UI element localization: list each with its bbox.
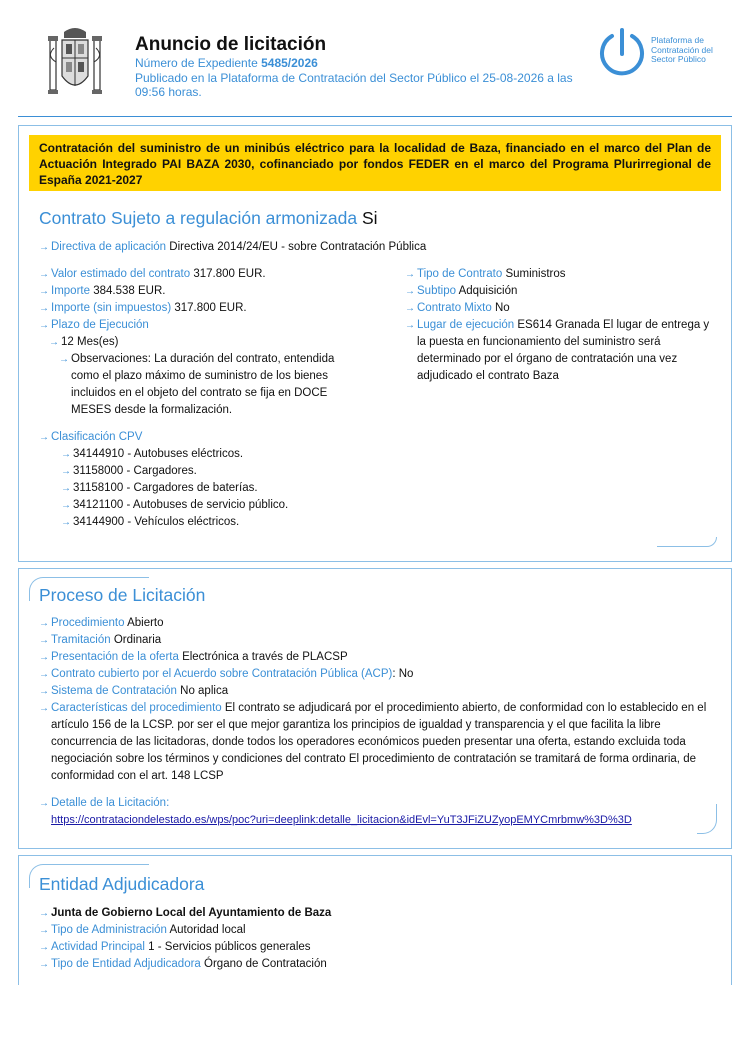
observaciones-row	[59, 351, 349, 419]
arrow-icon: →	[405, 286, 415, 297]
arrow-icon: →	[405, 269, 415, 280]
cpv-row	[39, 429, 142, 446]
platform-logo-icon	[598, 28, 646, 80]
valor-value: 317.800 EUR.	[193, 268, 266, 280]
plazo-label: Plazo de Ejecución	[51, 319, 149, 331]
cpv-item-text: 31158100 - Cargadores de baterías.	[73, 482, 258, 494]
platform-logo-text: Plataforma de Contratación del Sector Público	[651, 35, 713, 64]
cpv-item	[61, 446, 243, 463]
entidad-title: Entidad Adjudicadora	[39, 874, 205, 894]
valor-row	[39, 266, 266, 283]
tipo-contrato-row	[405, 266, 566, 283]
presentacion-row	[39, 649, 348, 666]
arrow-icon: →	[61, 483, 71, 494]
acp-label: Contrato cubierto por el Acuerdo sobre Contratación Pública (ACP)	[51, 668, 393, 680]
arrow-icon: →	[61, 466, 71, 477]
cpv-item	[61, 480, 258, 497]
acp-value: : No	[392, 668, 414, 680]
importe-row	[39, 283, 165, 300]
plazo-value-row	[49, 334, 119, 351]
sistema-row	[39, 683, 228, 700]
directiva-row	[39, 239, 426, 256]
subtipo-label: Subtipo	[417, 285, 457, 297]
detalle-link-row	[51, 812, 632, 829]
arrow-icon: →	[39, 798, 49, 809]
acp-row	[39, 666, 413, 683]
contract-title-value: Si	[362, 208, 378, 228]
mixto-value: No	[494, 302, 510, 314]
caracteristicas-value: El contrato se adjudicará por el procedimiento abierto, de conformidad con lo establecido en el artículo 156 de la LCSP. por ser el que mejor garantiza los principios de igualdad y transparencia y el que facilita la libre concurrencia de las licitadoras, donde todos los operadores económicos pueden presentar una oferta, estando excluida toda negociación sobre los términos y condiciones del contrato El procedimiento de contratación se tramitará de forma ordinaria, de conformidad con el art. 148 LCSP	[51, 702, 707, 782]
tipo-admin-label: Tipo de Administración	[51, 924, 167, 936]
detalle-row	[39, 795, 169, 812]
arrow-icon: →	[39, 618, 49, 629]
arrow-icon: →	[39, 925, 49, 936]
cpv-item	[61, 514, 239, 531]
tipo-contrato-label: Tipo de Contrato	[417, 268, 503, 280]
arrow-icon: →	[61, 500, 71, 511]
directiva-label: Directiva de aplicación	[51, 241, 167, 253]
cpv-item	[61, 463, 197, 480]
arrow-icon: →	[39, 942, 49, 953]
procedimiento-label: Procedimiento	[51, 617, 125, 629]
expediente-number: 5485/2026	[261, 56, 318, 70]
lugar-value: ES614 Granada El lugar de entrega y la puesta en funcionamiento del suministro será determinado por el órgano de contratación una vez adjudicado el contrato Baza	[417, 319, 710, 382]
tipo-admin-row	[39, 922, 246, 939]
tipo-entidad-row	[39, 956, 327, 973]
section-corner-decoration	[657, 537, 717, 547]
arrow-icon: →	[39, 908, 49, 919]
valor-label: Valor estimado del contrato	[51, 268, 191, 280]
cpv-item-text: 31158000 - Cargadores.	[73, 465, 197, 477]
procedimiento-row	[39, 615, 164, 632]
arrow-icon: →	[39, 432, 49, 443]
arrow-icon: →	[39, 703, 49, 714]
importe-sin-label: Importe (sin impuestos)	[51, 302, 172, 314]
cpv-item-text: 34144910 - Autobuses eléctricos.	[73, 448, 244, 460]
contract-title	[39, 208, 378, 229]
contract-banner: Contratación del suministro de un minibús eléctrico para la localidad de Baza, financiado en el marco del Plan de Actuación Integrado PAI BAZA 2030, cofinanciado por fondos FEDER en el marco del Programa Plurirregional de España 2021-2027	[29, 135, 721, 191]
proceso-title: Proceso de Licitación	[39, 585, 206, 605]
importe-sin-value: 317.800 EUR.	[174, 302, 247, 314]
arrow-icon: →	[39, 959, 49, 970]
procedimiento-value: Abierto	[127, 617, 164, 629]
arrow-icon: →	[39, 242, 49, 253]
expediente-label: Número de Expediente	[135, 56, 258, 70]
actividad-row	[39, 939, 311, 956]
caracteristicas-row	[39, 700, 721, 785]
arrow-icon: →	[59, 354, 69, 365]
arrow-icon: →	[405, 303, 415, 314]
cpv-item-text: 34121100 - Autobuses de servicio público.	[73, 499, 289, 511]
detalle-label: Detalle de la Licitación:	[51, 797, 170, 809]
lugar-label: Lugar de ejecución	[417, 319, 515, 331]
lugar-row	[405, 317, 717, 385]
page-header	[0, 0, 750, 112]
contract-title-label: Contrato Sujeto a regulación armonizada	[39, 208, 358, 228]
header-divider	[18, 116, 732, 117]
actividad-value: 1 - Servicios públicos generales	[148, 941, 311, 953]
subtipo-row	[405, 283, 517, 300]
section-corner-decoration	[697, 804, 717, 834]
plazo-row	[39, 317, 149, 334]
arrow-icon: →	[61, 449, 71, 460]
coat-of-arms-icon	[46, 26, 104, 102]
entidad-section	[18, 855, 732, 985]
arrow-icon: →	[61, 517, 71, 528]
sistema-label: Sistema de Contratación	[51, 685, 177, 697]
actividad-label: Actividad Principal	[51, 941, 145, 953]
presentacion-value: Electrónica a través de PLACSP	[182, 651, 348, 663]
cpv-label: Clasificación CPV	[51, 431, 143, 443]
mixto-label: Contrato Mixto	[417, 302, 492, 314]
arrow-icon: →	[49, 337, 59, 348]
caracteristicas-label: Características del procedimiento	[51, 702, 222, 714]
tipo-entidad-label: Tipo de Entidad Adjudicadora	[51, 958, 201, 970]
tipo-entidad-value: Órgano de Contratación	[204, 958, 327, 970]
subtipo-value: Adquisición	[458, 285, 518, 297]
arrow-icon: →	[39, 320, 49, 331]
importe-sin-row	[39, 300, 247, 317]
tipo-admin-value: Autoridad local	[169, 924, 246, 936]
expediente-line	[135, 56, 318, 70]
entidad-nombre-row	[39, 905, 331, 922]
plazo-value: 12 Mes(es)	[61, 336, 119, 348]
proceso-section	[18, 568, 732, 849]
contract-section	[18, 125, 732, 562]
sistema-value: No aplica	[180, 685, 229, 697]
page-title: Anuncio de licitación	[135, 34, 327, 55]
entidad-nombre: Junta de Gobierno Local del Ayuntamiento de Baza	[51, 907, 332, 919]
tipo-contrato-value: Suministros	[505, 268, 566, 280]
directiva-value: Directiva 2014/24/EU - sobre Contratación Pública	[169, 241, 427, 253]
observaciones-value: Observaciones: La duración del contrato, entendida como el plazo máximo de suministro de los bienes incluidos en el objeto del contrato se fija en DOCE MESES desde la formalización.	[71, 353, 335, 416]
tramitacion-row	[39, 632, 161, 649]
tramitacion-value: Ordinaria	[113, 634, 162, 646]
presentacion-label: Presentación de la oferta	[51, 651, 179, 663]
cpv-item	[61, 497, 288, 514]
importe-label: Importe	[51, 285, 90, 297]
arrow-icon: →	[39, 303, 49, 314]
arrow-icon: →	[39, 652, 49, 663]
importe-value: 384.538 EUR.	[93, 285, 166, 297]
arrow-icon: →	[39, 635, 49, 646]
detalle-licitacion-link[interactable]: https://contrataciondelestado.es/wps/poc?uri=deeplink:detalle_licitacion&idEvl=YuT3JFiZUZyopEMYCmrbmw%3D%3D	[51, 814, 632, 826]
arrow-icon: →	[39, 286, 49, 297]
mixto-row	[405, 300, 510, 317]
published-line: Publicado en la Plataforma de Contratación del Sector Público el 25-08-2026 a las 09:56 horas.	[135, 71, 573, 99]
cpv-item-text: 34144900 - Vehículos eléctricos.	[73, 516, 240, 528]
arrow-icon: →	[39, 686, 49, 697]
arrow-icon: →	[405, 320, 415, 331]
arrow-icon: →	[39, 669, 49, 680]
tramitacion-label: Tramitación	[51, 634, 111, 646]
arrow-icon: →	[39, 269, 49, 280]
